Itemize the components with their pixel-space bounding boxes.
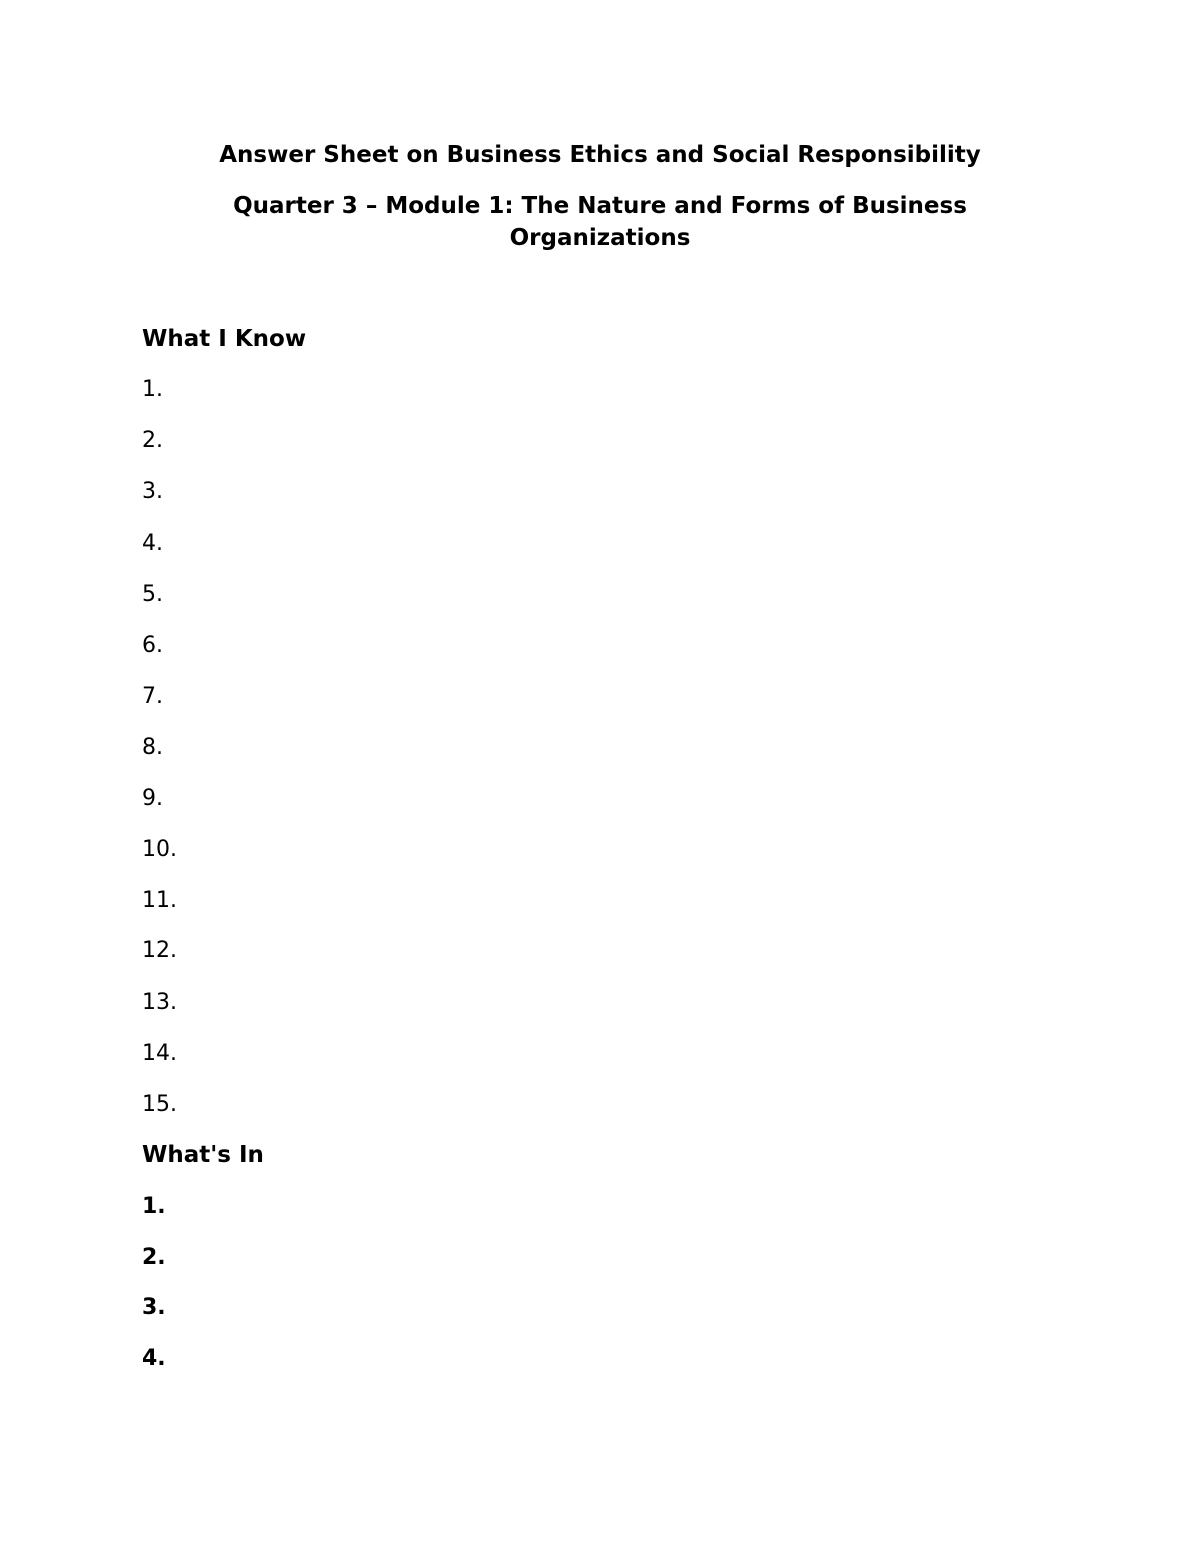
- what-i-know-item-14: 14.: [142, 1041, 177, 1066]
- what-i-know-item-6: 6.: [142, 633, 163, 658]
- what-i-know-item-7: 7.: [142, 684, 163, 709]
- section-heading-what-i-know: What I Know: [142, 326, 307, 352]
- document-title: Answer Sheet on Business Ethics and Social Responsibility: [219, 142, 981, 168]
- what-i-know-item-10: 10.: [142, 837, 177, 862]
- what-i-know-item-12: 12.: [142, 938, 177, 963]
- what-i-know-item-3: 3.: [142, 479, 163, 504]
- what-i-know-item-5: 5.: [142, 582, 163, 607]
- what-i-know-item-8: 8.: [142, 735, 163, 760]
- whats-in-item-1: 1.: [142, 1194, 166, 1219]
- section-heading-whats-in: What's In: [142, 1142, 264, 1168]
- whats-in-item-3: 3.: [142, 1295, 166, 1320]
- what-i-know-item-1: 1.: [142, 377, 163, 402]
- what-i-know-item-11: 11.: [142, 888, 177, 913]
- what-i-know-item-15: 15.: [142, 1092, 177, 1117]
- whats-in-item-4: 4.: [142, 1346, 166, 1371]
- whats-in-item-2: 2.: [142, 1245, 166, 1270]
- what-i-know-item-13: 13.: [142, 990, 177, 1015]
- subtitle-line-2: Organizations: [509, 225, 691, 251]
- document-subtitle: [0, 190, 1200, 254]
- what-i-know-item-9: 9.: [142, 786, 163, 811]
- subtitle-line-1: Quarter 3 – Module 1: The Nature and Forms of Business: [233, 193, 967, 219]
- what-i-know-item-4: 4.: [142, 531, 163, 556]
- what-i-know-item-2: 2.: [142, 428, 163, 453]
